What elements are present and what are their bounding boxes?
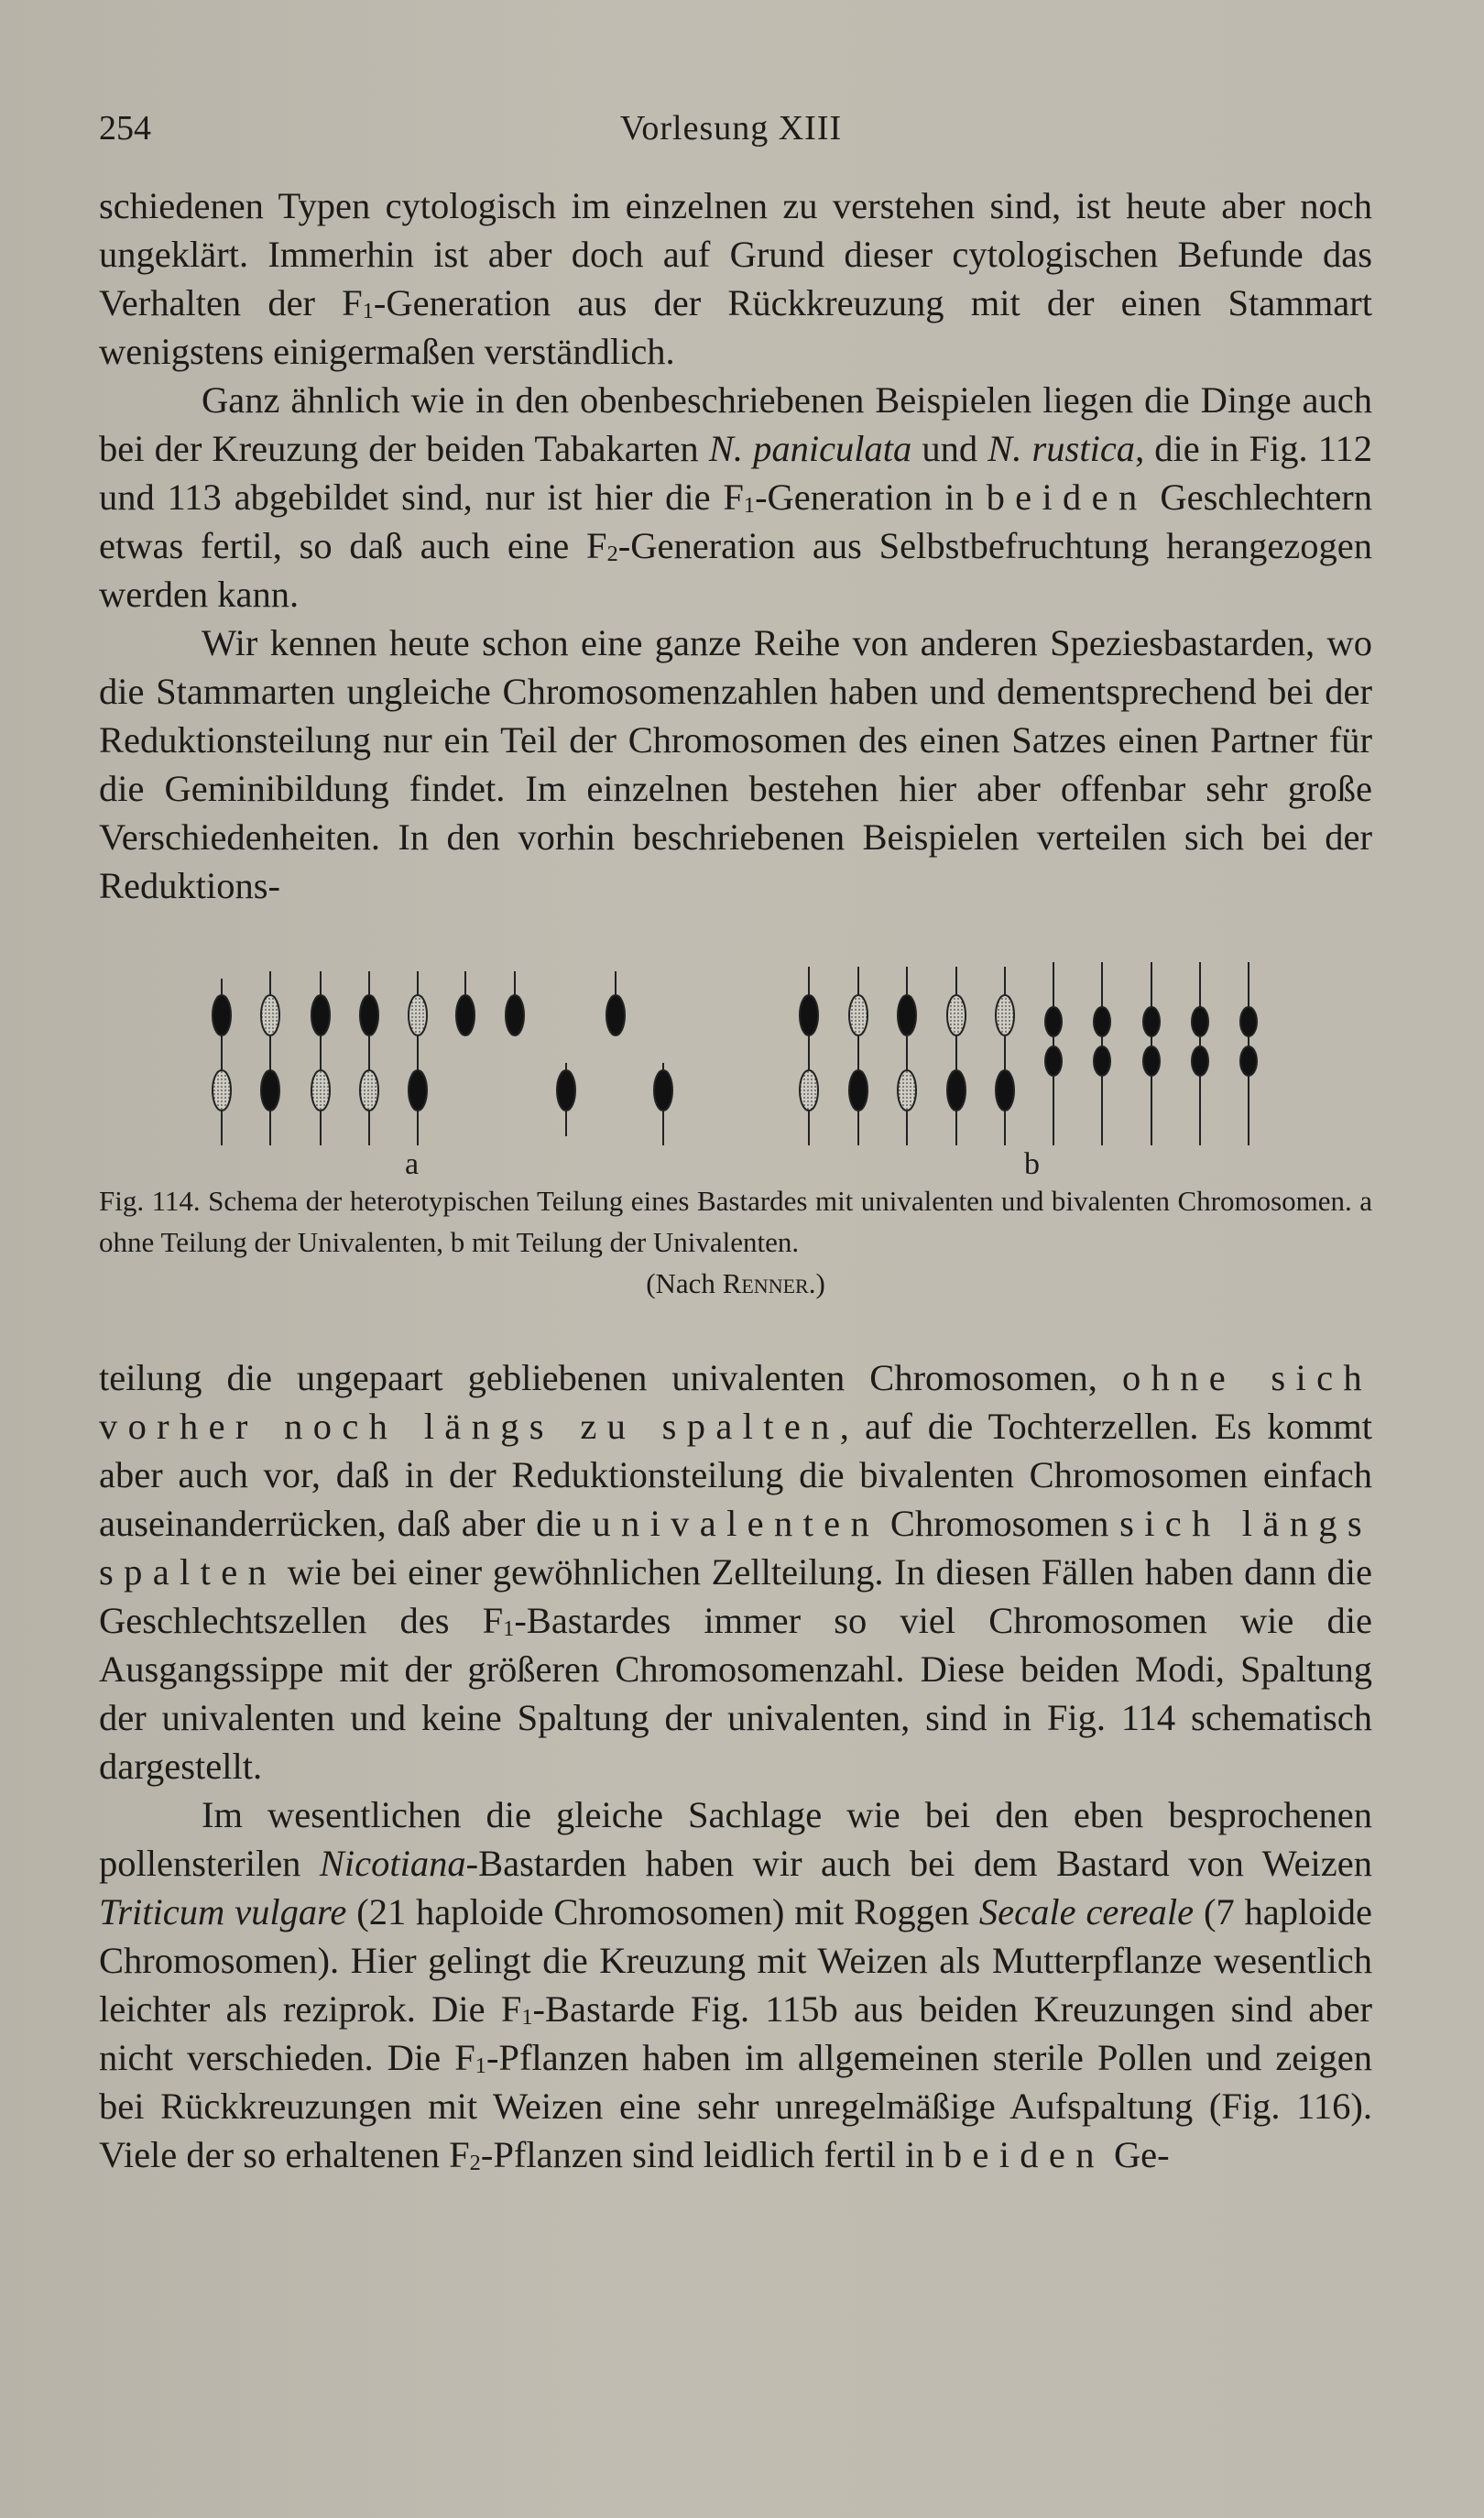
species-name: N. rustica (988, 428, 1136, 469)
chromosome-filled (557, 1070, 575, 1111)
paragraph: Wir kennen heute schon eine ganze Reihe von anderen Speziesbastarden, wo die Stammarten ungleiche Chromosomenzahlen haben und dementsprechend bei der Reduktionsteilung nur ein Teil der Chromosomen des einen Satzes einen Partner für die Geminibildung findet. Im einzelnen bestehen hier aber offenbar sehr große Verschiedenheiten. In den vorhin beschriebenen Beispielen verteilen sich bei der Reduktions- (99, 622, 1372, 906)
chromosome-filled (1192, 1046, 1208, 1076)
chromosome-filled (360, 995, 378, 1035)
paragraph: Ganz ähnlich wie in den obenbeschriebenen Beispielen liegen die Dinge auch bei der Kreuzung der beiden Tabakarten N. paniculata und N. rustica, die in Fig. 112 und 113 abgebildet sind, nur ist hier die $F_1$-Generation in beiden Geschlechtern etwas fertil, so daß auch eine $F_2$-Generation aus Selbstbefruchtung herangezogen werden kann. (99, 379, 1373, 615)
caption-text: Fig. 114. Schema der heterotypischen Teilung eines Bastardes mit univalenten und bivalenten Chromosomen. a ohne Teilung der Univalenten, b mit Teilung der Univalenten. (99, 1185, 1372, 1258)
chromosome-filled (849, 1070, 867, 1111)
species-name: Triticum vulgare (99, 1891, 347, 1932)
chromosome-filled (1240, 1046, 1257, 1076)
chromosome-filled (213, 995, 231, 1035)
figure-114 (183, 953, 1310, 1191)
figure-caption (99, 1180, 1372, 1304)
chromosome-stippled (947, 995, 966, 1035)
paragraph: schiedenen Typen cytologisch im einzelnen zu verstehen sind, ist heute aber noch ungeklärt. Immerhin ist aber doch auf Grund dieser cytologischen Befunde das Verhalten der $F_1$-Generation aus der Rückkreuzung mit der einen Stammart wenigstens einigermaßen verständlich. (99, 185, 1372, 372)
chromosome-stippled (898, 1070, 916, 1111)
page-header (99, 108, 1363, 156)
genus-name: Nicotiana (319, 1843, 466, 1884)
species-name: N. paniculata (708, 428, 912, 469)
spaced-emphasis: beiden (943, 2134, 1105, 2175)
chromosome-filled (800, 995, 818, 1035)
figure-label-a: a (405, 1147, 420, 1181)
chromosome-filled (456, 995, 475, 1035)
species-name: Secale cereale (978, 1891, 1195, 1932)
text-block-bottom (99, 1353, 1372, 2179)
spaced-emphasis: univalenten (592, 1503, 880, 1544)
chromosome-diagram (183, 953, 1310, 1164)
chromosome-stippled (800, 1070, 818, 1111)
spaced-emphasis: beiden (986, 476, 1148, 518)
chromosome-filled (1094, 1046, 1110, 1076)
chromosome-filled (654, 1070, 672, 1111)
chromosome-stippled (849, 995, 867, 1035)
chromosome-filled (898, 995, 916, 1035)
chromosome-filled (1192, 1007, 1208, 1036)
chromosome-filled (606, 995, 625, 1035)
chromosome-filled (1094, 1007, 1110, 1036)
running-head: Vorlesung XIII (619, 109, 843, 148)
chromosome-filled (1143, 1046, 1160, 1076)
caption-author: Renner (722, 1267, 809, 1299)
chromosome-stippled (996, 995, 1014, 1035)
chromosome-filled (261, 1070, 279, 1111)
chromosome-filled (996, 1070, 1014, 1111)
caption-source: (Nach Renner.) (646, 1267, 825, 1299)
chromosome-stippled (360, 1070, 378, 1111)
paragraph: teilung die ungepaart gebliebenen univalenten Chromosomen, ohne sich vorher noch längs zu spalten, auf die Tochterzellen. Es kommt aber auch vor, daß in der Reduktionsteilung die bivalenten Chromosomen einfach auseinanderrücken, daß aber die univalenten Chromosomen sich längs spalten wie bei einer gewöhnlichen Zellteilung. In diesen Fällen haben dann die Geschlechtszellen des $F_1$-Bastardes immer so viel Chromosomen wie die Ausgangssippe mit der größeren Chromosomenzahl. Diese beiden Modi, Spaltung der univalenten und keine Spaltung der univalenten, sind in Fig. 114 schematisch dargestellt. (99, 1357, 1372, 1787)
chromosome-filled (311, 995, 330, 1035)
page-number: 254 (99, 109, 151, 148)
chromosome-filled (506, 995, 524, 1035)
chromosome-stippled (213, 1070, 231, 1111)
figure-label-b: b (1024, 1147, 1040, 1181)
chromosome-filled (1045, 1046, 1062, 1076)
spaced-emphasis: ohne sich vorher noch längs zu spalten (99, 1357, 1372, 1447)
paragraph: Im wesentlichen die gleiche Sachlage wie bei den eben besprochenen pollensterilen Nicotiana-Bastarden haben wir auch bei dem Bastard von Weizen Triticum vulgare (21 haploide Chromosomen) mit Roggen Secale cereale (7 haploide Chromosomen). Hier gelingt die Kreuzung mit Weizen als Mutterpflanze wesentlich leichter als reziprok. Die $F_1$-Bastarde Fig. 115b aus beiden Kreuzungen sind aber nicht verschieden. Die $F_1$-Pflanzen haben im allgemeinen sterile Pollen und zeigen bei Rückkreuzungen mit Weizen eine sehr unregelmäßige Aufspaltung (Fig. 116). Viele der so erhaltenen $F_2$-Pflanzen sind leidlich fertil in beiden Ge- (99, 1794, 1373, 2175)
chromosome-stippled (311, 1070, 330, 1111)
chromosome-stippled (261, 995, 279, 1035)
spaced-emphasis: sich längs spalten (99, 1503, 1372, 1593)
chromosome-filled (1240, 1007, 1257, 1036)
chromosome-filled (1045, 1007, 1062, 1036)
chromosome-stippled (409, 995, 427, 1035)
chromosome-filled (409, 1070, 427, 1111)
text-block-top (99, 181, 1372, 910)
chromosome-filled (947, 1070, 966, 1111)
chromosome-filled (1143, 1007, 1160, 1036)
